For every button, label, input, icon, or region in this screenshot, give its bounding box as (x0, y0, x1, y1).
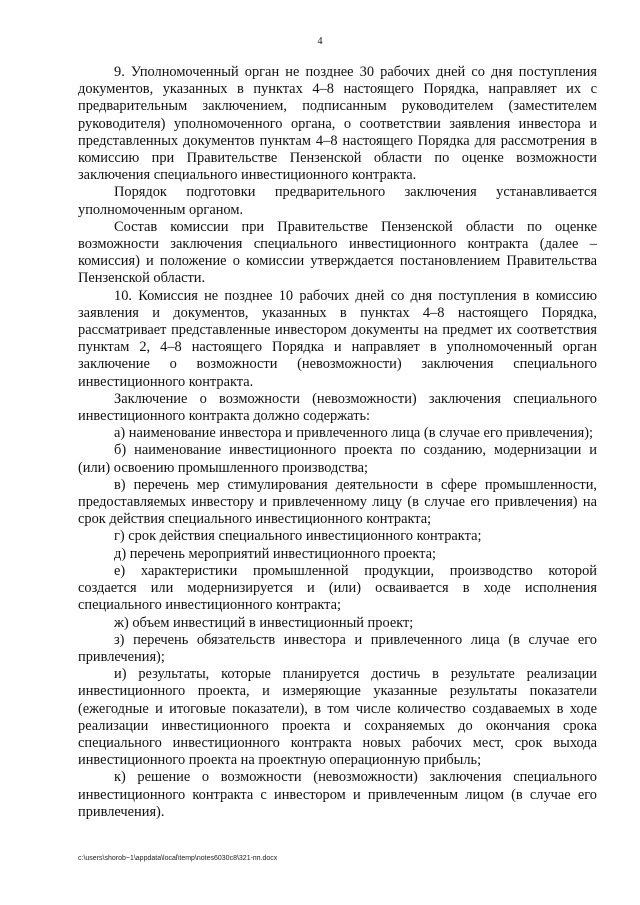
paragraph-commission-composition: Состав комиссии при Правительстве Пензенской области по оценке возможности заключения специального инвестиционного контракта (далее – комиссия) и положение о комиссии утверждается постановлением Правительства Пензенской области. (78, 218, 597, 287)
list-item-a: а) наименование инвестора и привлеченного лица (в случае его привлечения); (114, 425, 594, 442)
paragraph-conclusion-contents: Заключение о возможности (невозможности) заключения специального инвестиционного контракта должно содержать: (78, 390, 597, 425)
list-item-zh: ж) объем инвестиций в инвестиционный проект; (114, 614, 414, 631)
page-number: 4 (317, 36, 323, 47)
paragraph-9: 9. Уполномоченный орган не позднее 30 рабочих дней со дня поступления документов, указанных в пунктах 4–8 настоящего Порядка, направляет их с предварительным заключением, подписанным руководителем (заместителем руководителя) уполномоченного органа, о соответствии заявления инвестора и представленных документов пунктам 4–8 настоящего Порядка для рассмотрения в комиссию при Правительстве Пензенской области по оценке возможности заключения специального инвестиционного контракта. (78, 64, 597, 184)
document-body (78, 64, 597, 821)
list-item-v: в) перечень мер стимулирования деятельности в сфере промышленности, предоставляемых инвестору и привлеченному лицу (в случае его привлечения) на срок действия специального инвестиционного контракта; (78, 476, 597, 528)
paragraph-10: 10. Комиссия не позднее 10 рабочих дней со дня поступления в комиссию заявления и документов, указанных в пунктах 4–8 настоящего Порядка, рассматривает представленные инвестором документы на предмет их соответствия пунктам 2, 4–8 настоящего Порядка и направляет в уполномоченный орган заключение о возможности (невозможности) заключения специального инвестиционного контракта. (78, 287, 597, 390)
list-item-d: д) перечень мероприятий инвестиционного проекта; (114, 545, 436, 562)
list-item-z: з) перечень обязательств инвестора и привлеченного лица (в случае его привлечения); (78, 631, 597, 665)
paragraph-preliminary-conclusion: Порядок подготовки предварительного заключения устанавливается уполномоченным органом. (78, 184, 597, 218)
list-item-i: и) результаты, которые планируется достичь в результате реализации инвестиционного проекта, и измеряющие указанные результаты показатели (ежегодные и итоговые показатели), в том числе количество создаваемых в ходе реализации инвестиционного проекта и сохраняемых до окончания срока специального инвестиционного контракта новых рабочих мест, срок выхода инвестиционного проекта на проектную операционную прибыль; (78, 666, 597, 769)
list-item-g: г) срок действия специального инвестиционного контракта; (114, 528, 482, 545)
file-path-footer: c:\users\shorob~1\appdata\local\temp\notes6030c8\321-пп.docx (78, 855, 278, 862)
list-item-b: б) наименование инвестиционного проекта по созданию, модернизации и (или) освоению промышленного производства; (78, 442, 597, 476)
list-item-e: е) характеристики промышленной продукции, производство которой создается или модернизируется и (или) осваивается в ходе исполнения специального инвестиционного контракта; (78, 562, 597, 614)
list-item-k: к) решение о возможности (невозможности) заключения специального инвестиционного контракта с инвестором и привлеченным лицом (в случае его привлечения). (78, 769, 597, 820)
